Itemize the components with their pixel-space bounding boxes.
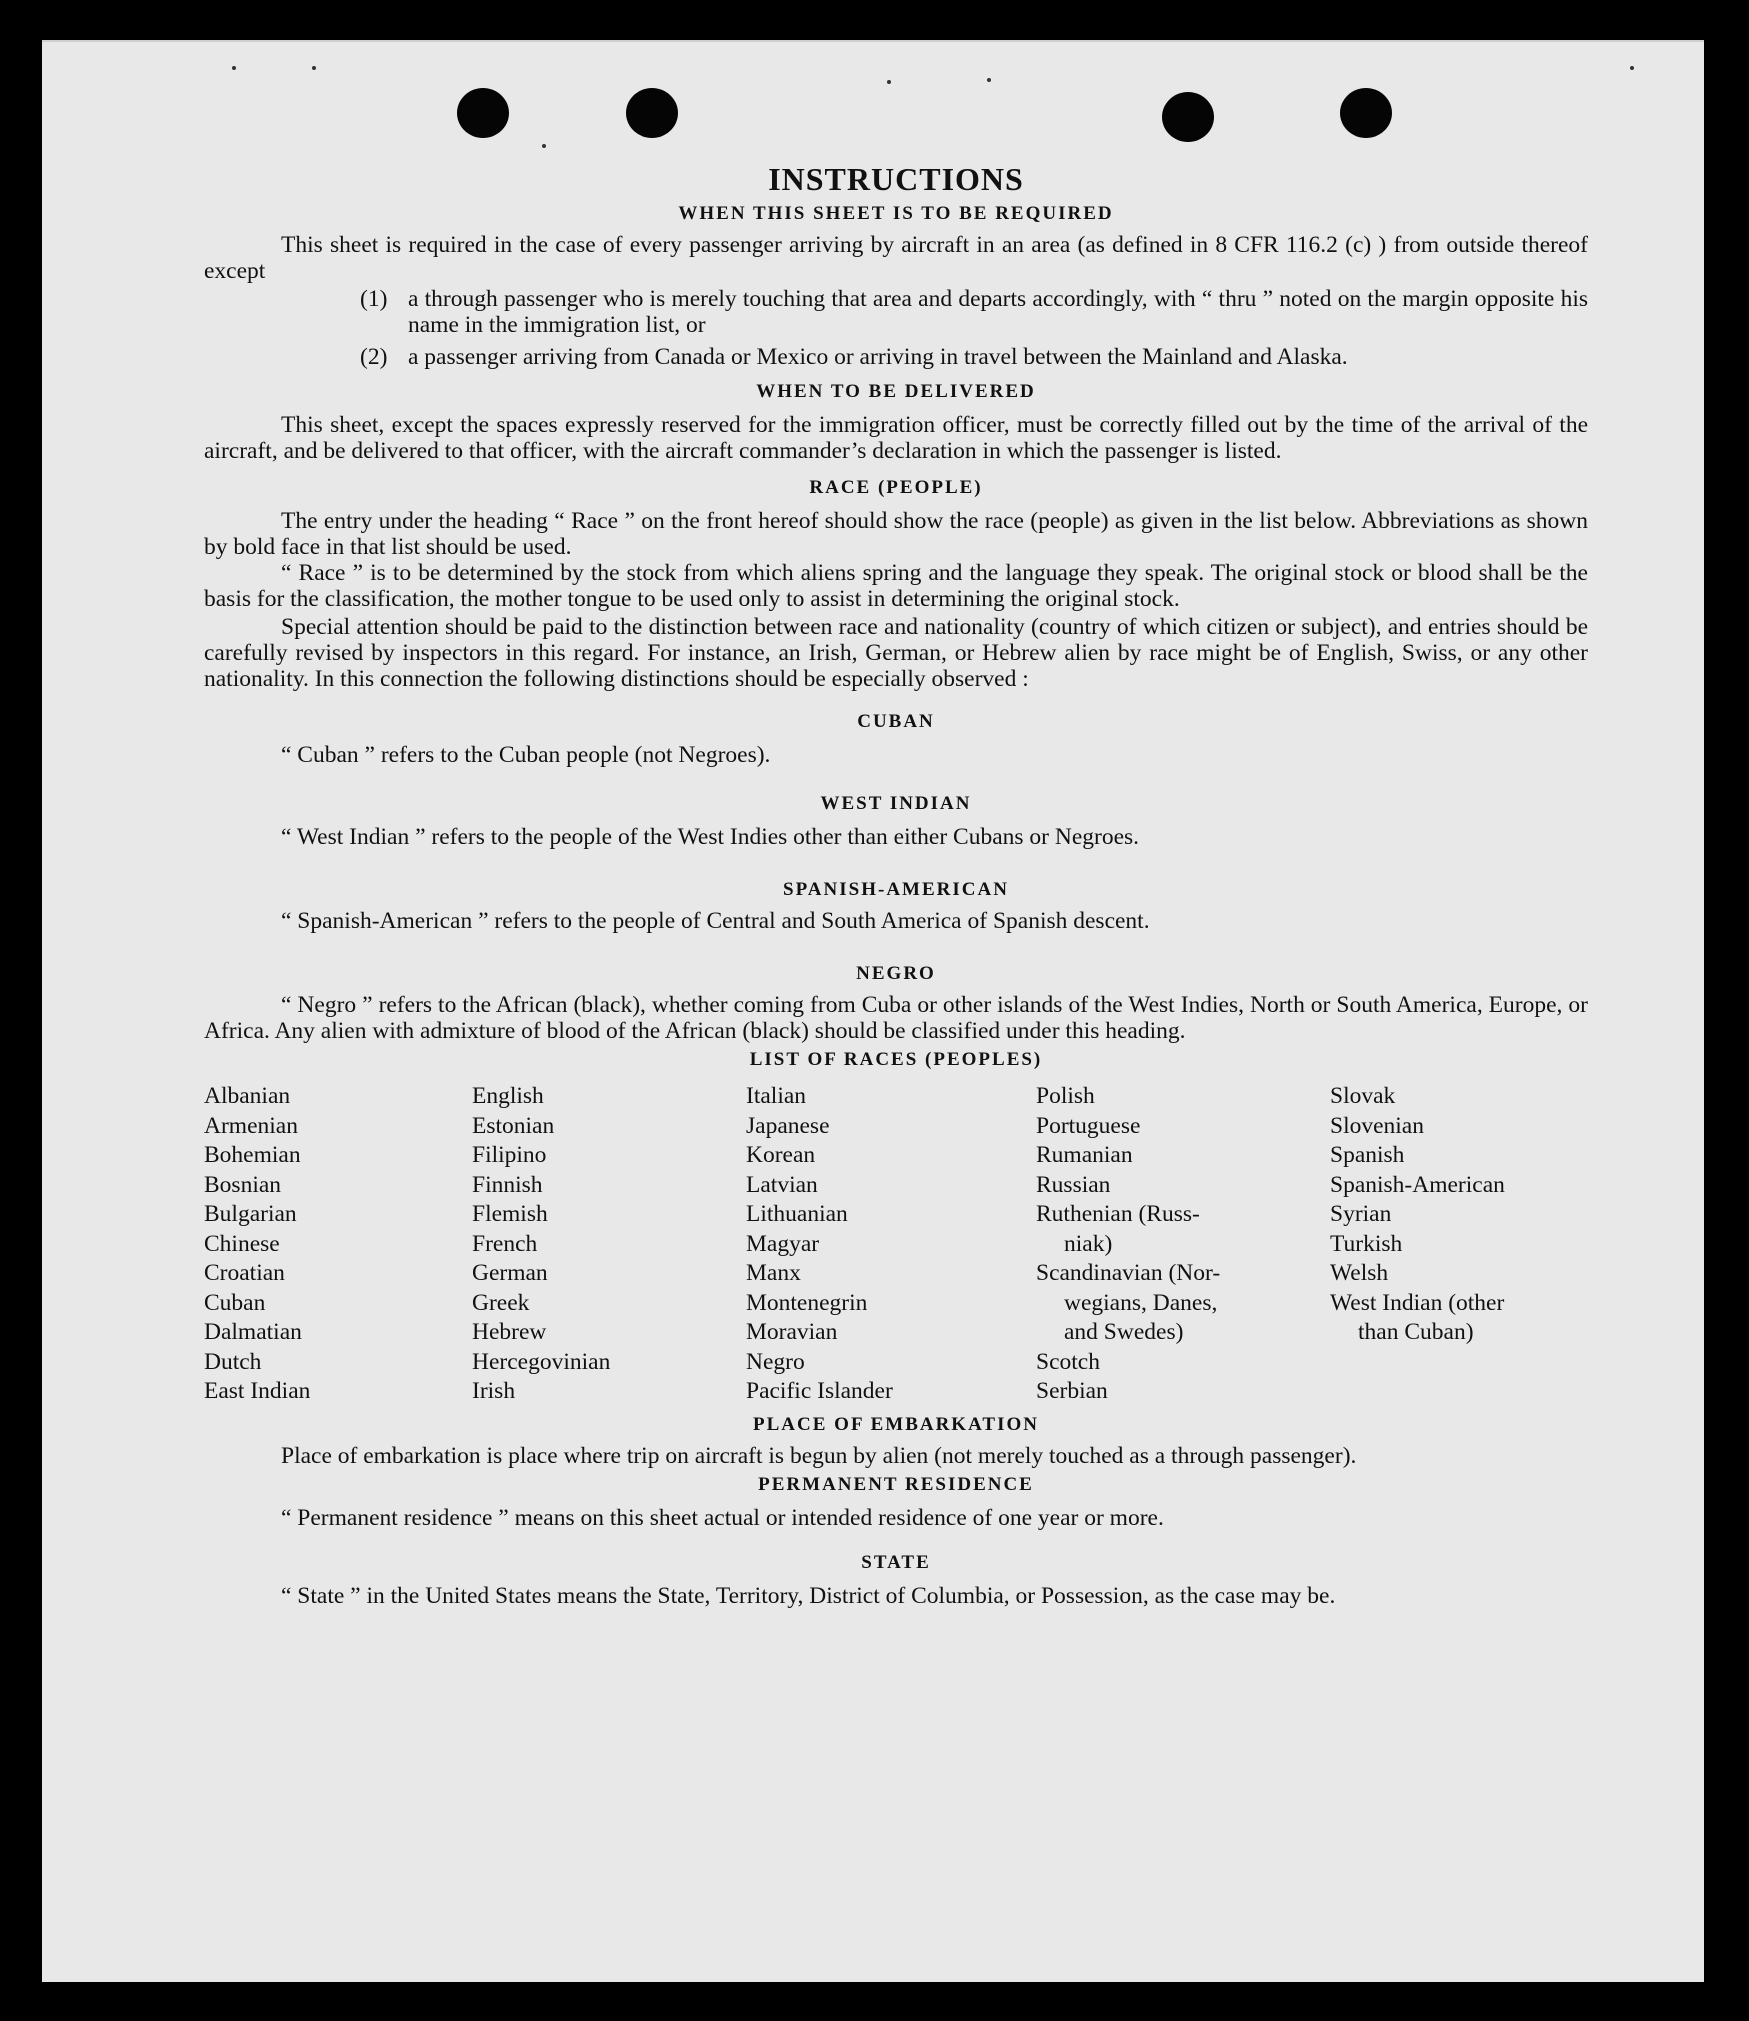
race-item: Greek [472,1289,530,1316]
races-column [204,1082,472,1407]
speck [312,66,316,70]
race-item: Irish [472,1378,516,1404]
paragraph: “ Permanent residence ” means on this sheet actual or intended residence of one year or more. [281,1504,1164,1531]
race-item: Hercegovinian [472,1348,611,1375]
item-text: a passenger arriving from Canada or Mexico or arriving in travel between the Mainland and Alaska. [408,344,1348,370]
race-item: Scandinavian (Nor- [1036,1260,1221,1286]
section-heading: PERMANENT RESIDENCE [758,1473,1034,1495]
race-item: Syrian [1330,1201,1392,1227]
race-item: Turkish [1330,1230,1403,1257]
race-item: Italian [746,1083,807,1109]
paragraph: “ West Indian ” refers to the people of the West Indies other than either Cubans or Negroes. [281,824,1140,850]
speck [987,78,991,82]
race-item: Spanish-American [1330,1171,1505,1198]
race-item: Croatian [204,1260,285,1286]
race-item: Scotch [1036,1348,1100,1375]
race-item: French [472,1230,538,1257]
paragraph: “ Cuban ” refers to the Cuban people (not Negroes). [281,742,771,768]
race-item: West Indian (other [1330,1289,1505,1316]
race-item: Albanian [204,1083,291,1109]
paragraph: Special attention should be paid to the distinction between race and nationality (country of which citizen or subject), and entries should be carefully revised by inspectors in this regard. For instance, an Irish, German, or Hebrew alien by race might be of English, Swiss, or any other nationality. In this connection the following distinctions should be especially observed : [204,614,1588,692]
race-item: Hebrew [472,1319,547,1345]
race-item: Cuban [204,1289,266,1316]
section-heading: RACE (PEOPLE) [809,477,983,498]
race-item: Montenegrin [746,1289,868,1316]
race-item: Bohemian [204,1142,301,1168]
race-item: and Swedes) [1064,1319,1184,1345]
race-item: Finnish [472,1171,543,1198]
race-item: Dutch [204,1348,262,1375]
paragraph: “ Negro ” refers to the African (black), whether coming from Cuba or other islands of the West Indies, North or South America, Europe, or Africa. Any alien with admixture of blood of the African (black) should be classified under this heading. [204,992,1588,1044]
races-list [204,1082,1588,1407]
section-heading: NEGRO [856,963,936,984]
race-item: Chinese [204,1230,280,1257]
section-heading: WEST INDIAN [820,793,972,814]
race-item: niak) [1064,1230,1113,1257]
section-heading: SPANISH-AMERICAN [783,879,1009,900]
race-item: Bosnian [204,1171,282,1198]
race-item: Serbian [1036,1378,1108,1404]
punch-hole [1162,92,1214,142]
race-item: Portuguese [1036,1112,1141,1139]
paragraph: “ State ” in the United States means the State, Territory, District of Columbia, or Possession, as the case may be. [281,1582,1336,1609]
race-item: Moravian [746,1319,838,1345]
race-item: Slovak [1330,1083,1396,1109]
section-heading: PLACE OF EMBARKATION [753,1413,1039,1435]
race-item: Flemish [472,1201,548,1227]
punch-hole [626,88,678,138]
speck [232,66,236,70]
race-item: Latvian [746,1171,818,1198]
race-item: German [472,1260,548,1286]
race-item: Armenian [204,1112,298,1139]
item-number: (2) [360,344,388,370]
race-item: Slovenian [1330,1112,1424,1139]
race-item: Ruthenian (Russ- [1036,1201,1200,1227]
list-item [360,286,1588,338]
list-item [360,344,1588,370]
race-item: Estonian [472,1112,555,1139]
paragraph: “ Spanish-American ” refers to the people of Central and South America of Spanish descent. [281,908,1150,934]
races-column [472,1082,746,1407]
race-item: Negro [746,1348,805,1375]
section-heading: LIST OF RACES (PEOPLES) [749,1049,1043,1070]
punch-hole [457,88,509,138]
speck [542,144,546,148]
race-item: Rumanian [1036,1142,1133,1168]
race-item: Magyar [746,1230,820,1257]
paragraph: The entry under the heading “ Race ” on the front hereof should show the race (people) as given in the list below. Abbreviations as shown by bold face in that list should be used. [204,508,1588,560]
race-item: Dalmatian [204,1319,302,1345]
races-column [746,1082,1036,1407]
item-number: (1) [360,286,388,312]
paragraph: “ Race ” is to be determined by the stock from which aliens spring and the language they speak. The original stock or blood shall be the basis for the classification, the mother tongue to be used only to assist in determining the original stock. [204,560,1588,612]
paragraph: This sheet, except the spaces expressly reserved for the immigration officer, must be correctly filled out by the time of the arrival of the aircraft, and be delivered to that officer, with the aircraft commander’s declaration in which the passenger is listed. [204,412,1588,464]
section-heading: CUBAN [857,711,935,732]
race-item: Korean [746,1142,816,1168]
race-item: Filipino [472,1142,547,1168]
race-item: Lithuanian [746,1201,848,1227]
section-heading: WHEN TO BE DELIVERED [756,381,1036,402]
punch-hole [1340,88,1392,138]
race-item: wegians, Danes, [1064,1289,1218,1316]
race-item: Pacific Islander [746,1378,893,1404]
speck [1630,66,1634,70]
instructions-content [204,160,1588,1609]
speck [887,80,891,84]
race-item: Manx [746,1260,801,1286]
item-text: a through passenger who is merely touching that area and departs accordingly, with “ thru ” noted on the margin opposite his name in the immigration list, or [408,286,1588,338]
document-page [42,40,1704,1982]
section-heading: STATE [861,1551,931,1573]
paragraph: This sheet is required in the case of every passenger arriving by aircraft in an area (as defined in 8 CFR 116.2 (c) ) from outside thereof except [204,232,1588,284]
race-item: Spanish [1330,1142,1405,1168]
races-column [1036,1082,1330,1407]
paragraph: Place of embarkation is place where trip on aircraft is begun by alien (not merely touched as a through passenger). [281,1442,1357,1469]
race-item: Bulgarian [204,1201,297,1227]
race-item: Russian [1036,1171,1111,1198]
race-item: East Indian [204,1378,311,1404]
race-item: Polish [1036,1083,1095,1109]
race-item: English [472,1083,544,1109]
race-item: Welsh [1330,1260,1389,1286]
section-heading: WHEN THIS SHEET IS TO BE REQUIRED [678,203,1114,224]
page-title: INSTRUCTIONS [768,161,1024,197]
races-column [1330,1082,1550,1407]
race-item: Japanese [746,1112,830,1139]
race-item: than Cuban) [1358,1319,1474,1345]
